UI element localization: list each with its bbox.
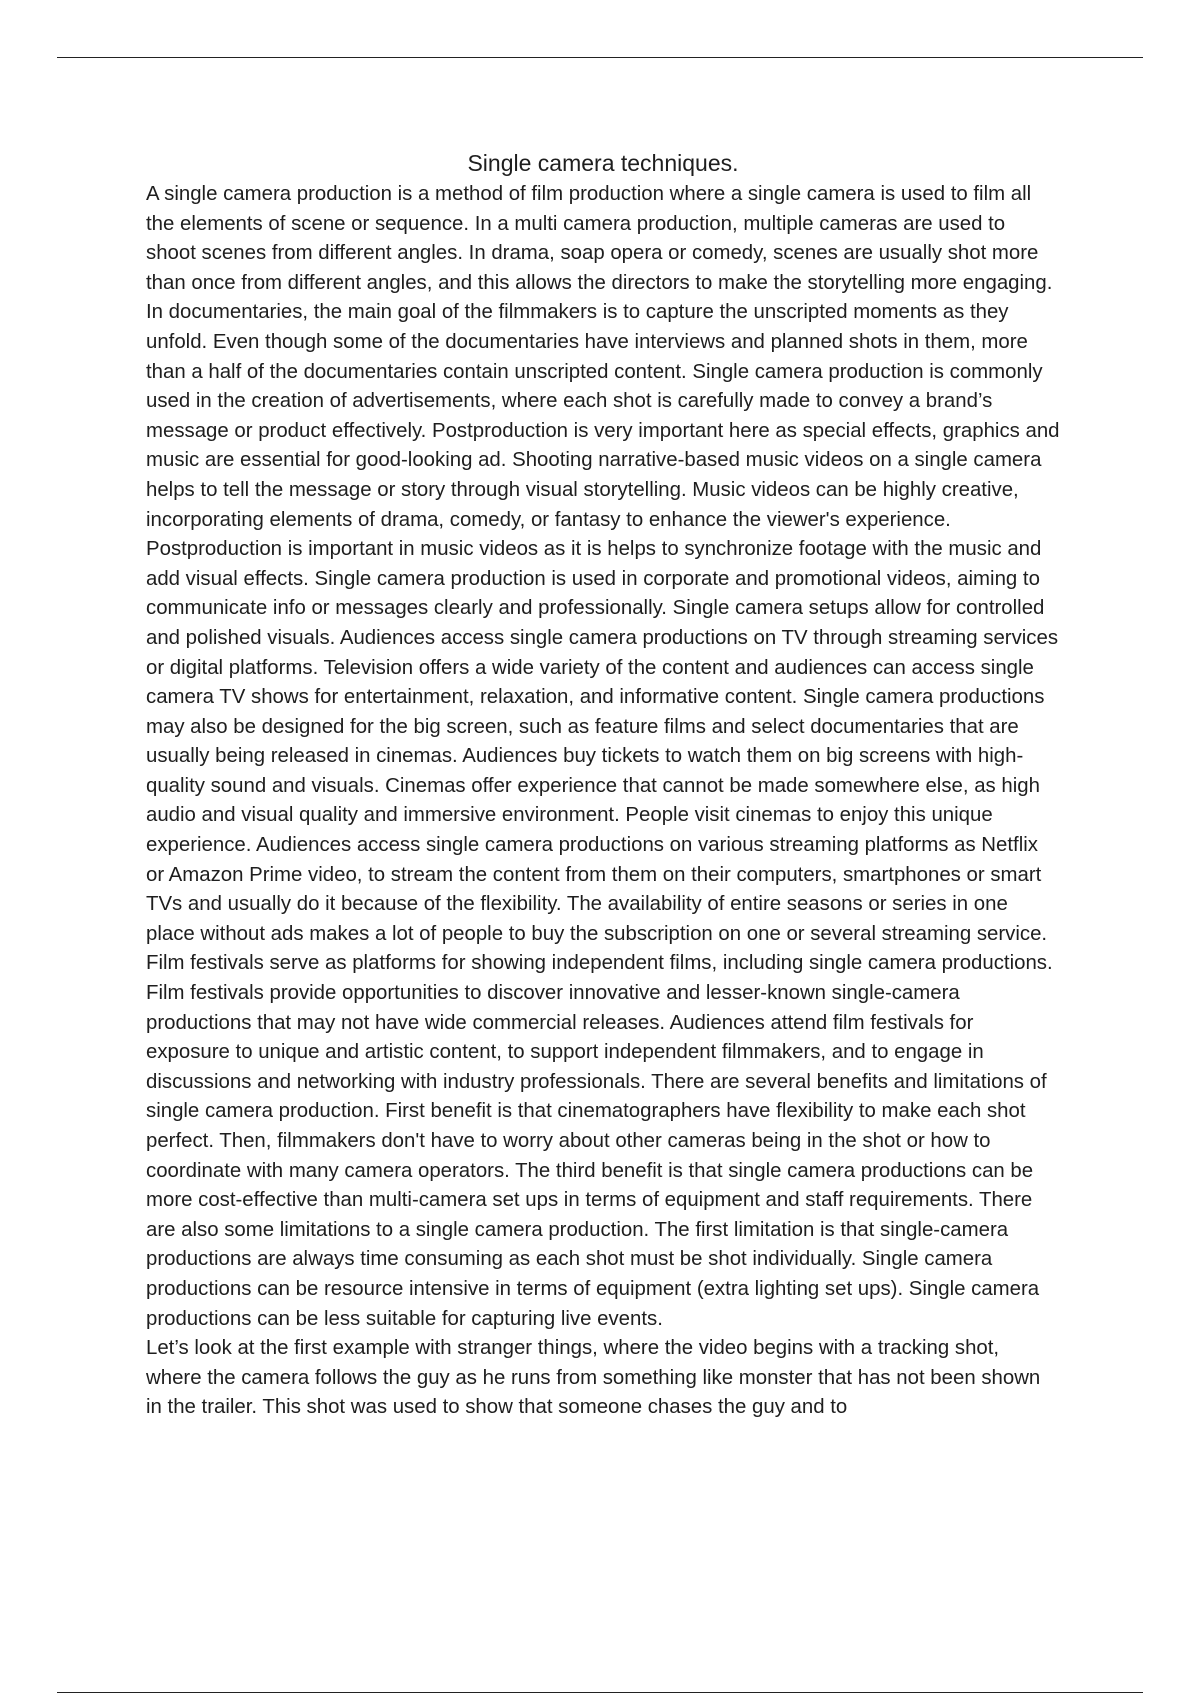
document-text: [146, 180, 1060, 1423]
document-title: Single camera techniques.: [467, 150, 739, 176]
header-rule: [57, 57, 1143, 58]
document-body: [146, 146, 1060, 1423]
footer-rule: [57, 1692, 1143, 1693]
paragraph: Let’s look at the first example with stranger things, where the video begins with a tracking shot, where the camera follows the guy as he runs from something like monster that has not been shown in the trailer. This shot was used to show that someone chases the guy and to: [146, 1337, 1041, 1419]
paragraph: A single camera production is a method of film production where a single camera is used to film all the elements of scene or sequence. In a multi camera production, multiple cameras are used to shoot scenes from different angles. In drama, soap opera or comedy, scenes are usually shot more than once from different angles, and this allows the directors to make the storytelling more engaging. In documentaries, the main goal of the filmmakers is to capture the unscripted moments as they unfold. Even though some of the documentaries have interviews and planned shots in them, more than a half of the documentaries contain unscripted content. Single camera production is commonly used in the creation of advertisements, where each shot is carefully made to convey a brand’s message or product effectively. Postproduction is very important here as special effects, graphics and music are essential for good-looking ad. Shooting narrative-based music videos on a single camera helps to tell the message or story through visual storytelling. Music videos can be highly creative, incorporating elements of drama, comedy, or fantasy to enhance the viewer's experience. Postproduction is important in music videos as it is helps to synchronize footage with the music and add visual effects. Single camera production is used in corporate and promotional videos, aiming to communicate info or messages clearly and professionally. Single camera setups allow for controlled and polished visuals. Audiences access single camera productions on TV through streaming services or digital platforms. Television offers a wide variety of the content and audiences can access single camera TV shows for entertainment, relaxation, and informative content. Single camera productions may also be designed for the big screen, such as feature films and select documentaries that are usually being released in cinemas. Audiences buy tickets to watch them on big screens with high-quality sound and visuals. Cinemas offer experience that cannot be made somewhere else, as high audio and visual quality and immersive environment. People visit cinemas to enjoy this unique experience. Audiences access single camera productions on various streaming platforms as Netflix or Amazon Prime video, to stream the content from them on their computers, smartphones or smart TVs and usually do it because of the flexibility. The availability of entire seasons or series in one place without ads makes a lot of people to buy the subscription on one or several streaming service. Film festivals serve as platforms for showing independent films, including single camera productions. Film festivals provide opportunities to discover innovative and lesser-known single-camera productions that may not have wide commercial releases. Audiences attend film festivals for exposure to unique and artistic content, to support independent filmmakers, and to engage in discussions and networking with industry professionals. There are several benefits and limitations of single camera production. First benefit is that cinematographers have flexibility to make each shot perfect. Then, filmmakers don't have to worry about other cameras being in the shot or how to coordinate with many camera operators. The third benefit is that single camera productions can be more cost-effective than multi-camera set ups in terms of equipment and staff requirements. There are also some limitations to a single camera production. The first limitation is that single-camera productions are always time consuming as each shot must be shot individually. Single camera productions can be resource intensive in terms of equipment (extra lighting set ups). Single camera productions can be less suitable for capturing live events.: [146, 183, 1060, 1330]
